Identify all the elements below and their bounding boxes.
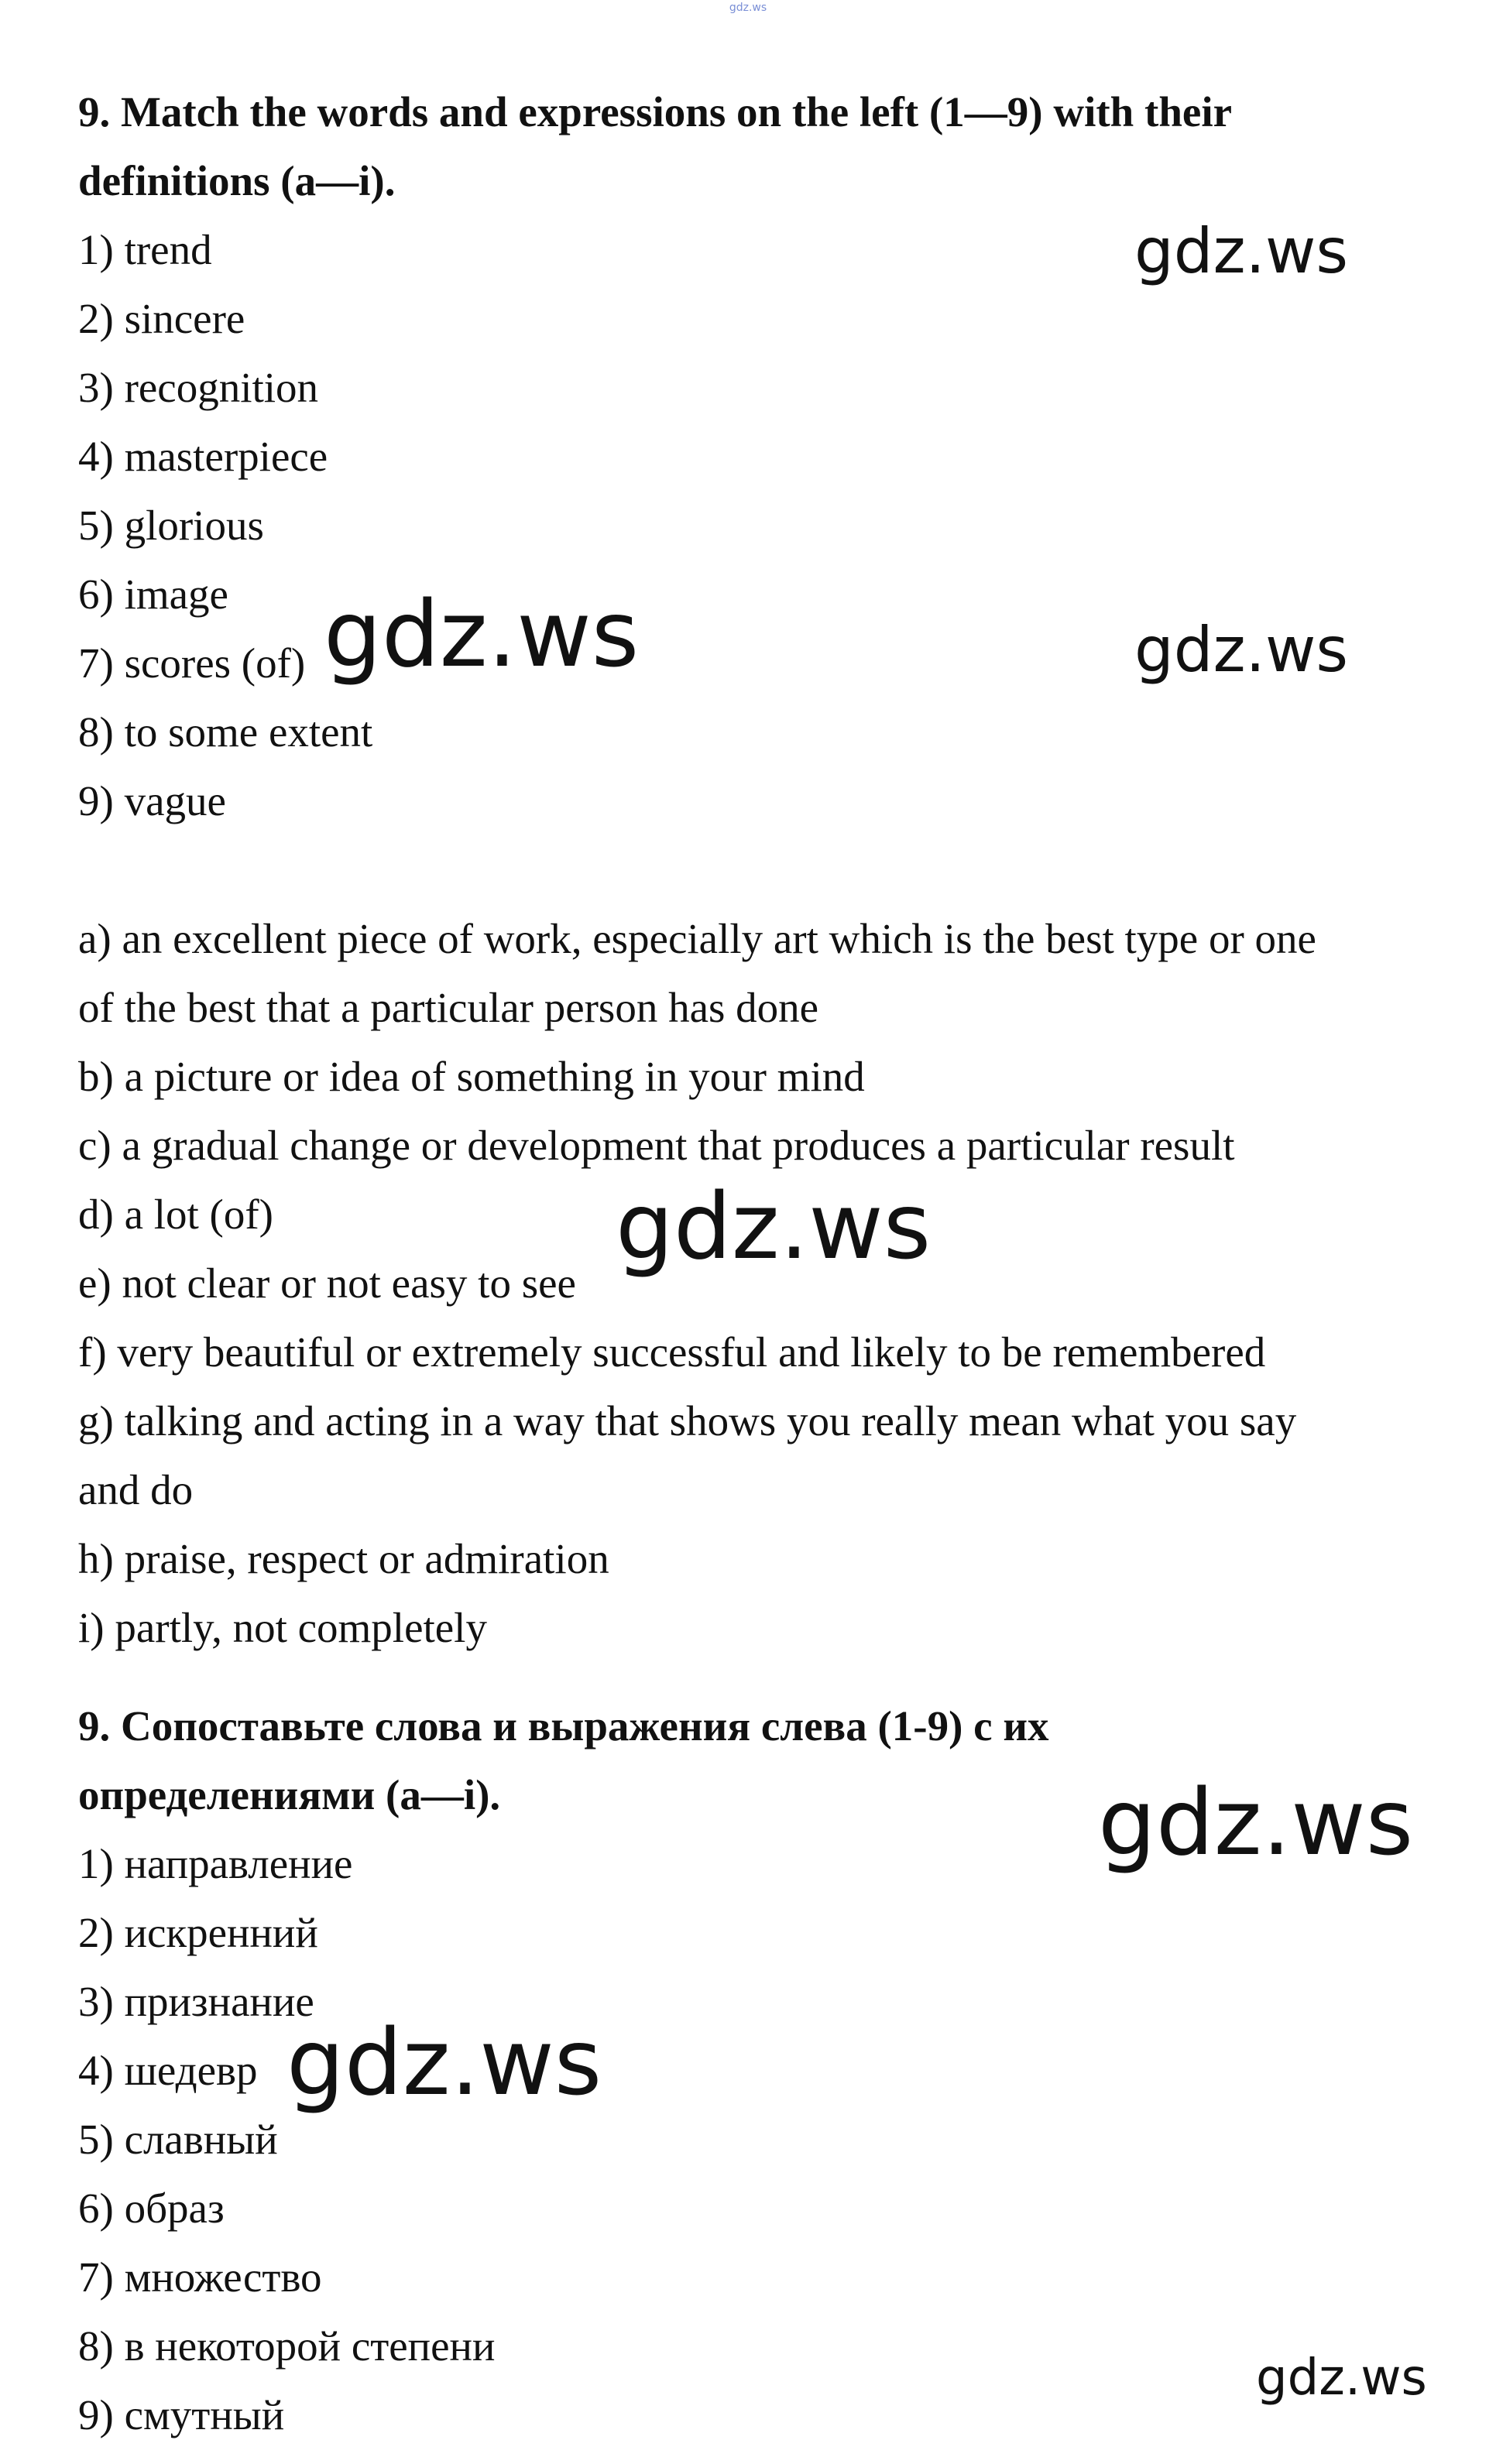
- exercise-heading-ru-cont: определениями (а—i).: [78, 1771, 501, 1818]
- top-watermark: gdz.ws: [729, 2, 767, 14]
- definition-item: g) talking and acting in a way that shows you really mean what you say: [78, 1397, 1297, 1444]
- word-item: 1) направление: [78, 1840, 353, 1887]
- definition-item: b) a picture or idea of something in your mind: [78, 1053, 865, 1100]
- word-item: 9) vague: [78, 777, 226, 824]
- word-item: 9) смутный: [78, 2391, 285, 2438]
- word-item: 1) trend: [78, 226, 212, 273]
- watermark: gdz.ws: [1134, 614, 1349, 686]
- word-item: 5) славный: [78, 2116, 278, 2163]
- word-item: 2) sincere: [78, 295, 245, 342]
- word-item: 8) в некоторой степени: [78, 2322, 496, 2370]
- definition-item: e) not clear or not easy to see: [78, 1259, 576, 1307]
- definition-item: i) partly, not completely: [78, 1604, 487, 1651]
- definition-item: and do: [78, 1466, 194, 1513]
- exercise-heading-en: 9. Match the words and expressions on the left (1—9) with their: [78, 88, 1233, 135]
- definition-item: of the best that a particular person has done: [78, 984, 819, 1031]
- word-item: 8) to some extent: [78, 708, 373, 756]
- word-list-en: [78, 215, 1441, 835]
- word-item: 2) искренний: [78, 1909, 318, 1956]
- word-item: 7) множество: [78, 2253, 322, 2301]
- watermark: gdz.ws: [1134, 215, 1349, 287]
- english-exercise: [78, 77, 1441, 1662]
- word-item: 4) шедевр: [78, 2047, 258, 2094]
- word-item: 6) образ: [78, 2185, 225, 2232]
- definition-item: c) a gradual change or development that produces a particular result: [78, 1122, 1235, 1169]
- definition-item: d) a lot (of): [78, 1191, 273, 1238]
- word-item: 4) masterpiece: [78, 433, 328, 480]
- definition-item: a) an excellent piece of work, especially art which is the best type or one: [78, 915, 1316, 962]
- word-item: 7) scores (of): [78, 639, 306, 687]
- word-list-ru: [78, 1829, 1441, 2449]
- definition-item: h) praise, respect or admiration: [78, 1535, 609, 1582]
- word-item: 6) image: [78, 571, 228, 618]
- watermark: gdz.ws: [324, 581, 640, 687]
- watermark: gdz.ws: [1256, 2349, 1427, 2407]
- definition-list-en: [78, 904, 1441, 1662]
- word-item: 3) recognition: [78, 364, 319, 411]
- watermark: gdz.ws: [287, 2009, 602, 2116]
- watermark: gdz.ws: [616, 1173, 932, 1280]
- definition-item: f) very beautiful or extremely successful and likely to be remembered: [78, 1328, 1266, 1376]
- word-item: 3) признание: [78, 1978, 314, 2025]
- exercise-heading-ru: 9. Сопоставьте слова и выражения слева (1-9) с их: [78, 1702, 1049, 1749]
- spacer: [78, 835, 1441, 904]
- spacer: [78, 1662, 1441, 1691]
- word-item: 5) glorious: [78, 502, 264, 549]
- exercise-heading-en-cont: definitions (a—i).: [78, 157, 396, 204]
- watermark: gdz.ws: [1098, 1769, 1414, 1876]
